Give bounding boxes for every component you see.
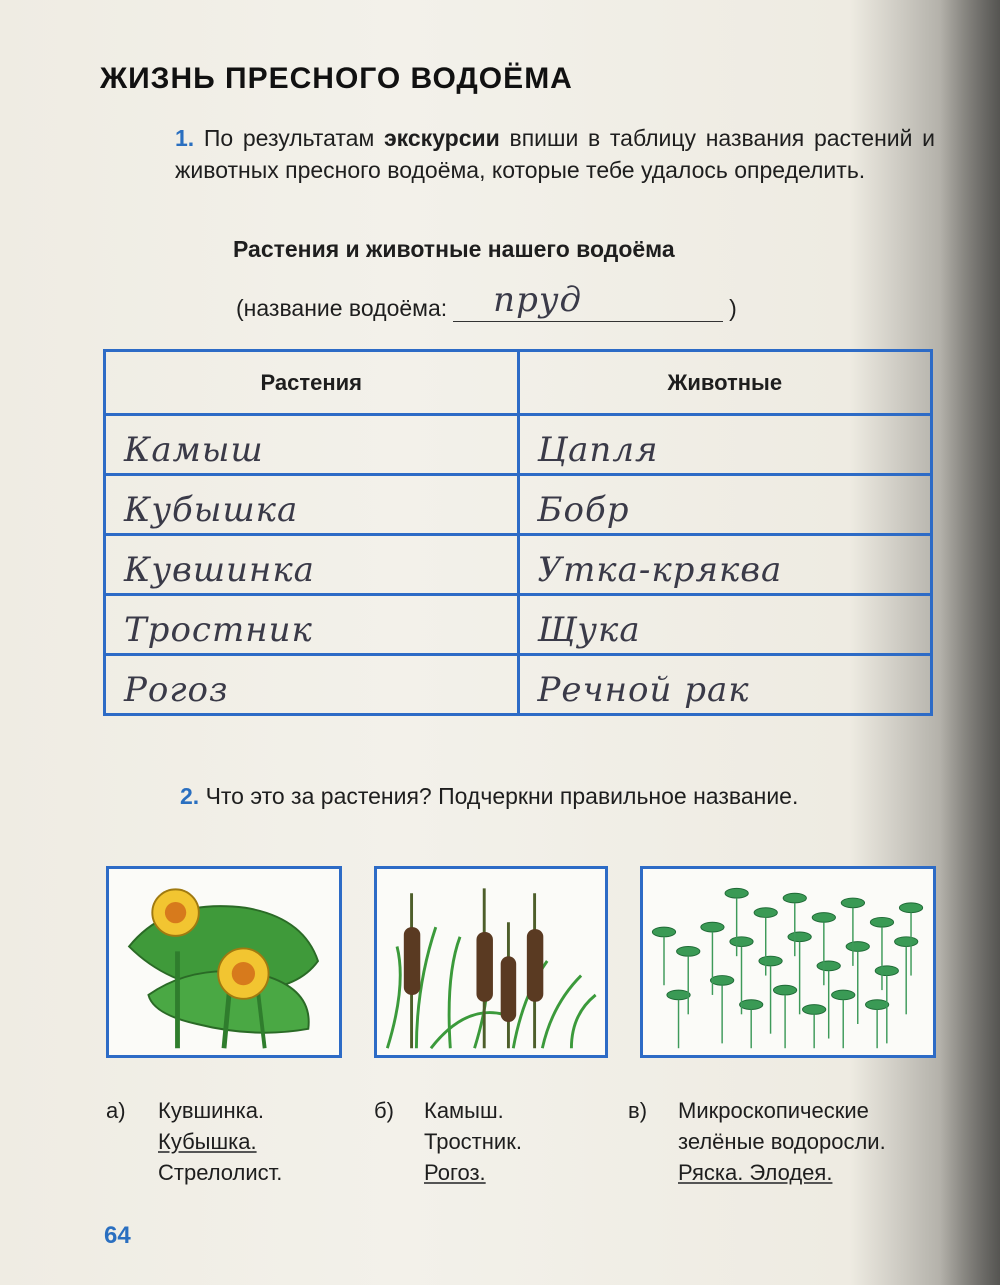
plant-cell[interactable] [105, 415, 519, 475]
yellow-lily-illustration [109, 869, 339, 1055]
options-list-c [678, 1095, 886, 1188]
plant-cell[interactable] [105, 595, 519, 655]
animal-name: Щука [537, 610, 641, 650]
animal-name: Цапля [537, 430, 659, 470]
pond-label-open: (название водоёма: [236, 295, 448, 321]
picture-a-water-lily [106, 866, 342, 1058]
header-animals: Животные [518, 351, 932, 415]
table-row [105, 595, 932, 655]
option-letter-c: в) [628, 1098, 648, 1123]
task-1-number: 1. [175, 125, 195, 151]
plant-name: Рогоз [124, 670, 229, 710]
animal-cell[interactable] [518, 535, 932, 595]
animal-name: Утка-кряква [537, 550, 783, 590]
option-letter-a: а) [106, 1098, 126, 1123]
task-1-text-bold: экскурсии [383, 125, 500, 151]
task-1-text-after: впиши в таблицу названия растений и животных пресного водоёма, которые тебе удалось определить. [175, 125, 936, 183]
pond-label-close: ) [729, 295, 737, 321]
page-title: ЖИЗНЬ ПРЕСНОГО ВОДОЁМА [100, 62, 573, 95]
table-title: Растения и животные нашего водоёма [233, 236, 675, 262]
table-row [105, 475, 932, 535]
animal-name: Речной рак [537, 670, 750, 710]
option-letter-b: б) [374, 1098, 394, 1123]
duckweed-illustration [643, 869, 933, 1055]
picture-c-duckweed [640, 866, 936, 1058]
plant-cell[interactable] [105, 475, 519, 535]
table-row [105, 415, 932, 475]
table-row [105, 655, 932, 715]
option-algae-line2[interactable]: зелёные водоросли. [678, 1129, 886, 1154]
option-strelolist[interactable]: Стрелолист. [158, 1160, 283, 1185]
task-1-text-before: По результатам [203, 125, 375, 151]
animal-cell[interactable] [518, 475, 932, 535]
option-algae-line1[interactable]: Микроскопические [678, 1098, 869, 1123]
table-header-row [105, 351, 932, 415]
option-kamysh[interactable]: Камыш. [424, 1098, 504, 1123]
table-row [105, 535, 932, 595]
animal-cell[interactable] [518, 655, 932, 715]
plant-name: Камыш [124, 430, 264, 470]
cattail-illustration [377, 869, 605, 1055]
option-kuvshinka[interactable]: Кувшинка. [158, 1098, 265, 1123]
task-2-number: 2. [180, 783, 200, 809]
animal-cell[interactable] [518, 595, 932, 655]
options-list-a [158, 1095, 282, 1188]
task-2-question: Что это за растения? Подчеркни правильное название. [205, 783, 799, 809]
plant-cell[interactable] [105, 655, 519, 715]
animal-name: Бобр [537, 490, 630, 530]
pond-name-line [236, 280, 737, 322]
option-kubyshka[interactable]: Кубышка. [158, 1129, 257, 1154]
plant-name: Тростник [124, 610, 313, 650]
animal-cell[interactable] [518, 415, 932, 475]
plant-cell[interactable] [105, 535, 519, 595]
page-gutter-shadow [940, 0, 1000, 1285]
pond-name-field[interactable] [453, 280, 723, 322]
header-plants: Растения [105, 351, 519, 415]
task-1-text [175, 122, 935, 186]
plant-name: Кувшинка [124, 550, 315, 590]
option-trostnik[interactable]: Тростник. [424, 1129, 522, 1154]
page-number: 64 [104, 1222, 131, 1249]
pond-name-handwritten: пруд [493, 280, 583, 320]
options-list-b [424, 1095, 522, 1188]
plants-animals-table [103, 349, 933, 716]
task-2-text [180, 780, 935, 812]
plant-name: Кубышка [124, 490, 299, 530]
option-rogoz[interactable]: Рогоз. [424, 1160, 486, 1185]
picture-b-cattail [374, 866, 608, 1058]
option-ryaska-elodeya[interactable]: Ряска. Элодея. [678, 1160, 833, 1185]
